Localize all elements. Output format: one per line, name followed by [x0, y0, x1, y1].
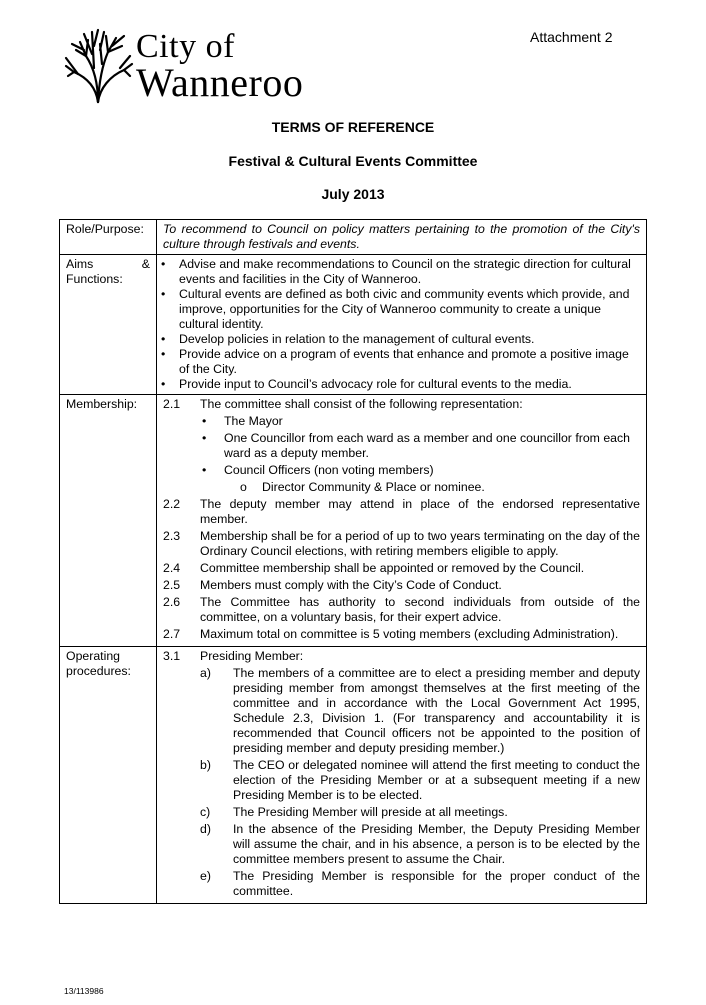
list-item: 2.2 The deputy member may attend in place of the endorsed representative member. — [163, 497, 640, 526]
officer-item: o Director Community & Place or nominee. — [240, 480, 485, 494]
document-title: TERMS OF REFERENCE — [271, 119, 435, 135]
procedure-item: c) The Presiding Member will preside at all meetings. — [200, 805, 508, 819]
aims-label — [60, 255, 157, 395]
role-text: To recommend to Council on policy matters pertaining to the promotion of the City's culture through festivals and events. — [157, 220, 647, 255]
bullet-icon: • — [161, 347, 166, 361]
aims-label-functions: Functions: — [66, 272, 123, 286]
list-item: 2.1 The committee shall consist of the following representation: — [163, 397, 523, 411]
bullet-icon: • — [161, 257, 166, 271]
bullet-icon: • — [161, 332, 166, 346]
list-item: 2.6 The Committee has authority to second individuals from outside of the committee, on a voluntary basis, for their expert advice. — [163, 595, 640, 624]
operating-label-procedures: procedures: — [66, 664, 131, 678]
list-item: 2.5 Members must comply with the City’s Code of Conduct. — [163, 578, 502, 592]
operating-list — [157, 647, 647, 904]
operating-row — [60, 647, 647, 904]
bullet-icon: • — [202, 414, 207, 428]
procedure-item: b) The CEO or delegated nominee will attend the first meeting to conduct the election of the Presiding Member or at a subsequent meeting if a new Presiding Member is to be elected. — [200, 758, 640, 802]
city-logo — [64, 28, 324, 104]
aims-list — [157, 255, 647, 395]
attachment-label: Attachment 2 — [530, 29, 613, 45]
procedure-item: e) The Presiding Member is responsible for the proper conduct of the committee. — [200, 869, 640, 898]
procedure-item: a) The members of a committee are to elect a presiding member and deputy presiding member from amongst themselves at the first meeting of the committee and in accordance with the Local Government Act 1995, Schedule 2.3, Division 1. (For transparency and accountability it is recommended that Council officers not be appointed to the position of presiding member and deputy presiding member.) — [200, 666, 640, 755]
list-item: • Provide input to Council’s advocacy role for cultural events to the media. — [161, 377, 572, 391]
logo-city-of: City of — [136, 28, 235, 65]
logo-wanneroo: Wanneroo — [136, 60, 304, 105]
membership-row — [60, 395, 647, 647]
role-row — [60, 220, 647, 255]
circle-bullet-icon: o — [240, 480, 247, 494]
document-reference: 13/113986 — [64, 986, 104, 996]
rep-item: • One Councillor from each ward as a member and one councillor from each ward as a deputy member. — [202, 431, 630, 460]
role-label: Role/Purpose: — [60, 220, 157, 255]
operating-label-word: Operating — [66, 649, 121, 663]
bullet-icon: • — [202, 463, 207, 477]
terms-table — [59, 219, 647, 904]
list-item: • Advise and make recommendations to Council on the strategic direction for cultural events and facilities in the City of Wanneroo. — [161, 257, 631, 286]
aims-row — [60, 255, 647, 395]
rep-item: • The Mayor — [202, 414, 283, 428]
membership-list — [157, 395, 647, 647]
list-item: 2.4 Committee membership shall be appointed or removed by the Council. — [163, 561, 585, 575]
kangaroo-paw-icon — [64, 28, 134, 104]
bullet-icon: • — [202, 431, 207, 445]
membership-label: Membership: — [60, 395, 157, 647]
committee-name: Festival & Cultural Events Committee — [228, 153, 478, 169]
operating-label — [60, 647, 157, 904]
aims-label-word: Aims — [66, 257, 94, 271]
bullet-icon: • — [161, 377, 166, 391]
list-item: • Provide advice on a program of events that enhance and promote a positive image of the City. — [161, 347, 629, 376]
list-item: 3.1 Presiding Member: — [163, 649, 304, 663]
document-date: July 2013 — [321, 186, 385, 202]
aims-label-amp: & — [141, 257, 150, 271]
list-item: • Cultural events are defined as both civic and community events which provide, and improve, opportunities for the City of Wanneroo community to create a unique cultural identity. — [161, 287, 630, 331]
rep-item: • Council Officers (non voting members) — [202, 463, 434, 477]
list-item: 2.3 Membership shall be for a period of up to two years terminating on the day of the Ordinary Council elections, with retiring members eligible to apply. — [163, 529, 640, 558]
procedure-item: d) In the absence of the Presiding Member, the Deputy Presiding Member will assume the chair, and in his absence, a person is to be elected by the committee members present to assume the Chair. — [200, 822, 640, 866]
list-item: 2.7 Maximum total on committee is 5 voting members (excluding Administration). — [163, 627, 619, 641]
bullet-icon: • — [161, 287, 166, 301]
list-item: • Develop policies in relation to the management of cultural events. — [161, 332, 535, 346]
